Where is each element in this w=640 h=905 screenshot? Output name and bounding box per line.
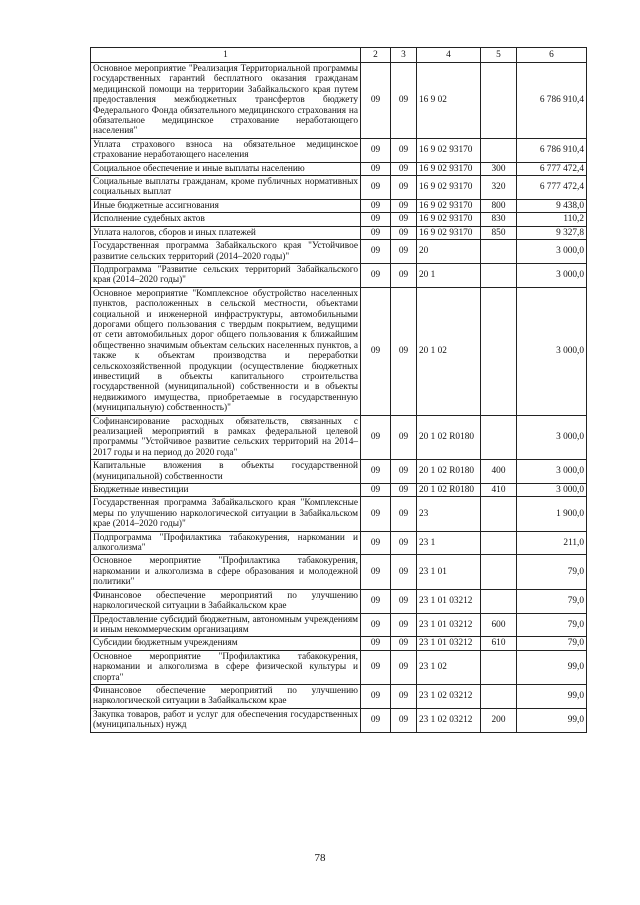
cell-expense-type: 400 — [481, 460, 517, 484]
cell-subsection: 09 — [391, 176, 417, 200]
header-col-3: 3 — [391, 48, 417, 63]
cell-expense-type: 600 — [481, 613, 517, 637]
page-number: 78 — [314, 852, 326, 864]
cell-target-article: 20 — [417, 240, 481, 264]
cell-amount: 79,0 — [517, 613, 587, 637]
cell-name: Основное мероприятие "Профилактика табакокурения, наркомании и алкоголизма в сфере образования и молодежной политики" — [91, 555, 361, 589]
cell-subsection: 09 — [391, 162, 417, 175]
table-row — [91, 226, 587, 239]
cell-expense-type: 200 — [481, 708, 517, 732]
cell-name: Государственная программа Забайкальского края "Устойчивое развитие сельских территорий (2014–2020 годы)" — [91, 240, 361, 264]
cell-target-article: 16 9 02 — [417, 63, 481, 139]
cell-section: 09 — [361, 637, 391, 650]
cell-name: Подпрограмма "Профилактика табакокурения, наркомании и алкоголизма" — [91, 531, 361, 555]
cell-amount: 9 438,0 — [517, 199, 587, 212]
cell-section: 09 — [361, 213, 391, 226]
table-row — [91, 162, 587, 175]
cell-name: Основное мероприятие "Реализация Территориальной программы государственных гарантий бесплатного оказания гражданам медицинской помощи на территории Забайкальского края путем предоставления межбюджетных трансфертов бюджету Федерального Фонда обязательного медицинского страхования на обязательное медицинское страхование неработающего населения" — [91, 63, 361, 139]
cell-amount: 99,0 — [517, 684, 587, 708]
cell-section: 09 — [361, 415, 391, 460]
cell-name: Предоставление субсидий бюджетным, автономным учреждениям и иным некоммерческим организациям — [91, 613, 361, 637]
cell-target-article: 20 1 02 R0180 — [417, 484, 481, 497]
cell-amount: 6 786 910,4 — [517, 138, 587, 162]
cell-name: Исполнение судебных актов — [91, 213, 361, 226]
cell-section: 09 — [361, 650, 391, 684]
cell-section: 09 — [361, 63, 391, 139]
cell-expense-type — [481, 138, 517, 162]
cell-expense-type — [481, 531, 517, 555]
cell-name: Бюджетные инвестиции — [91, 484, 361, 497]
cell-expense-type — [481, 684, 517, 708]
cell-section: 09 — [361, 589, 391, 613]
cell-name: Субсидии бюджетным учреждениям — [91, 637, 361, 650]
cell-target-article: 23 1 02 03212 — [417, 708, 481, 732]
cell-subsection: 09 — [391, 637, 417, 650]
cell-amount: 3 000,0 — [517, 263, 587, 287]
header-col-2: 2 — [361, 48, 391, 63]
cell-subsection: 09 — [391, 589, 417, 613]
cell-subsection: 09 — [391, 199, 417, 212]
cell-name: Закупка товаров, работ и услуг для обеспечения государственных (муниципальных) нужд — [91, 708, 361, 732]
cell-subsection: 09 — [391, 497, 417, 531]
cell-expense-type — [481, 415, 517, 460]
cell-amount: 3 000,0 — [517, 415, 587, 460]
cell-amount: 1 900,0 — [517, 497, 587, 531]
cell-subsection: 09 — [391, 531, 417, 555]
cell-target-article: 16 9 02 93170 — [417, 138, 481, 162]
header-col-5: 5 — [481, 48, 517, 63]
cell-expense-type: 800 — [481, 199, 517, 212]
cell-subsection: 09 — [391, 263, 417, 287]
cell-target-article: 23 1 02 — [417, 650, 481, 684]
cell-name: Уплата налогов, сборов и иных платежей — [91, 226, 361, 239]
cell-amount: 110,2 — [517, 213, 587, 226]
cell-section: 09 — [361, 531, 391, 555]
cell-subsection: 09 — [391, 240, 417, 264]
table-row — [91, 460, 587, 484]
cell-section: 09 — [361, 708, 391, 732]
cell-name: Государственная программа Забайкальского края "Комплексные меры по улучшению наркологической ситуации в Забайкальском крае (2014–2020 годы)" — [91, 497, 361, 531]
cell-amount: 79,0 — [517, 555, 587, 589]
cell-expense-type: 320 — [481, 176, 517, 200]
cell-section: 09 — [361, 497, 391, 531]
cell-section: 09 — [361, 199, 391, 212]
cell-name: Софинансирование расходных обязательств, связанных с реализацией мероприятий в рамках федеральной целевой программы "Устойчивое развитие сельских территорий на 2014–2017 годы и на период до 2020 года" — [91, 415, 361, 460]
cell-target-article: 23 1 01 — [417, 555, 481, 589]
cell-section: 09 — [361, 460, 391, 484]
table-row — [91, 176, 587, 200]
cell-subsection: 09 — [391, 226, 417, 239]
cell-target-article: 20 1 — [417, 263, 481, 287]
cell-name: Иные бюджетные ассигнования — [91, 199, 361, 212]
cell-amount: 99,0 — [517, 650, 587, 684]
cell-target-article: 20 1 02 R0180 — [417, 460, 481, 484]
cell-section: 09 — [361, 555, 391, 589]
cell-name: Социальное обеспечение и иные выплаты населению — [91, 162, 361, 175]
cell-target-article: 23 1 01 03212 — [417, 613, 481, 637]
table-row — [91, 415, 587, 460]
table-row — [91, 555, 587, 589]
header-col-6: 6 — [517, 48, 587, 63]
cell-subsection: 09 — [391, 484, 417, 497]
table-row — [91, 684, 587, 708]
cell-subsection: 09 — [391, 415, 417, 460]
table-row — [91, 199, 587, 212]
cell-target-article: 23 1 — [417, 531, 481, 555]
cell-subsection: 09 — [391, 63, 417, 139]
cell-target-article: 16 9 02 93170 — [417, 213, 481, 226]
cell-expense-type — [481, 555, 517, 589]
cell-amount: 3 000,0 — [517, 484, 587, 497]
cell-target-article: 23 1 01 03212 — [417, 637, 481, 650]
cell-amount: 79,0 — [517, 589, 587, 613]
cell-expense-type — [481, 589, 517, 613]
cell-expense-type: 830 — [481, 213, 517, 226]
cell-expense-type — [481, 63, 517, 139]
header-col-1: 1 — [91, 48, 361, 63]
cell-amount: 3 000,0 — [517, 240, 587, 264]
cell-name: Основное мероприятие "Профилактика табакокурения, наркомании и алкоголизма в сфере физической культуры и спорта" — [91, 650, 361, 684]
cell-expense-type: 300 — [481, 162, 517, 175]
cell-section: 09 — [361, 684, 391, 708]
cell-section: 09 — [361, 263, 391, 287]
cell-amount: 79,0 — [517, 637, 587, 650]
cell-target-article: 23 — [417, 497, 481, 531]
table-row — [91, 708, 587, 732]
cell-section: 09 — [361, 484, 391, 497]
cell-target-article: 16 9 02 93170 — [417, 176, 481, 200]
cell-section: 09 — [361, 176, 391, 200]
table-row — [91, 637, 587, 650]
cell-target-article: 16 9 02 93170 — [417, 162, 481, 175]
cell-target-article: 16 9 02 93170 — [417, 226, 481, 239]
cell-subsection: 09 — [391, 460, 417, 484]
table-row — [91, 287, 587, 415]
cell-section: 09 — [361, 162, 391, 175]
cell-amount: 6 777 472,4 — [517, 176, 587, 200]
cell-subsection: 09 — [391, 555, 417, 589]
cell-amount: 3 000,0 — [517, 287, 587, 415]
cell-amount: 9 327,8 — [517, 226, 587, 239]
table-row — [91, 240, 587, 264]
cell-name: Уплата страхового взноса на обязательное медицинское страхование неработающего населения — [91, 138, 361, 162]
table-row — [91, 484, 587, 497]
cell-target-article: 20 1 02 — [417, 287, 481, 415]
cell-subsection: 09 — [391, 213, 417, 226]
table-row — [91, 613, 587, 637]
cell-expense-type: 850 — [481, 226, 517, 239]
cell-amount: 99,0 — [517, 708, 587, 732]
cell-target-article: 16 9 02 93170 — [417, 199, 481, 212]
cell-section: 09 — [361, 226, 391, 239]
cell-section: 09 — [361, 240, 391, 264]
cell-target-article: 23 1 02 03212 — [417, 684, 481, 708]
header-col-4: 4 — [417, 48, 481, 63]
cell-amount: 211,0 — [517, 531, 587, 555]
cell-expense-type — [481, 263, 517, 287]
cell-name: Подпрограмма "Развитие сельских территорий Забайкальского края (2014–2020 годы)" — [91, 263, 361, 287]
cell-name: Основное мероприятие "Комплексное обустройство населенных пунктов, расположенных в сельской местности, объектами социальной и инженерной инфраструктуры, автомобильными дорогами общего пользования с твердым покрытием, ведущими от сети автомобильных дорог общего пользования к ближайшим общественно значимым объектам сельских населенных пунктов, а также к объектам производства и переработки сельскохозяйственной продукции (осуществление бюджетных инвестиций в объекты капитального строительства государственной (муниципальной) собственности и в объекты недвижимого имущества, приобретаемые в государственную (муниципальную) собственность)" — [91, 287, 361, 415]
cell-amount: 3 000,0 — [517, 460, 587, 484]
cell-expense-type — [481, 240, 517, 264]
cell-amount: 6 777 472,4 — [517, 162, 587, 175]
cell-name: Финансовое обеспечение мероприятий по улучшению наркологической ситуации в Забайкальском крае — [91, 684, 361, 708]
cell-subsection: 09 — [391, 650, 417, 684]
cell-section: 09 — [361, 287, 391, 415]
cell-name: Финансовое обеспечение мероприятий по улучшению наркологической ситуации в Забайкальском крае — [91, 589, 361, 613]
cell-expense-type — [481, 287, 517, 415]
cell-amount: 6 786 910,4 — [517, 63, 587, 139]
cell-subsection: 09 — [391, 613, 417, 637]
cell-name: Социальные выплаты гражданам, кроме публичных нормативных социальных выплат — [91, 176, 361, 200]
cell-target-article: 23 1 01 03212 — [417, 589, 481, 613]
table-row — [91, 213, 587, 226]
cell-section: 09 — [361, 138, 391, 162]
cell-target-article: 20 1 02 R0180 — [417, 415, 481, 460]
cell-expense-type — [481, 497, 517, 531]
cell-expense-type: 610 — [481, 637, 517, 650]
table-row — [91, 650, 587, 684]
table-row — [91, 63, 587, 139]
table-row — [91, 531, 587, 555]
cell-expense-type: 410 — [481, 484, 517, 497]
table-row — [91, 138, 587, 162]
table-header-row — [91, 48, 587, 63]
table-row — [91, 263, 587, 287]
table-row — [91, 589, 587, 613]
cell-subsection: 09 — [391, 684, 417, 708]
table-row — [91, 497, 587, 531]
cell-subsection: 09 — [391, 708, 417, 732]
cell-section: 09 — [361, 613, 391, 637]
cell-subsection: 09 — [391, 138, 417, 162]
budget-table — [90, 47, 587, 733]
cell-expense-type — [481, 650, 517, 684]
cell-name: Капитальные вложения в объекты государственной (муниципальной) собственности — [91, 460, 361, 484]
cell-subsection: 09 — [391, 287, 417, 415]
